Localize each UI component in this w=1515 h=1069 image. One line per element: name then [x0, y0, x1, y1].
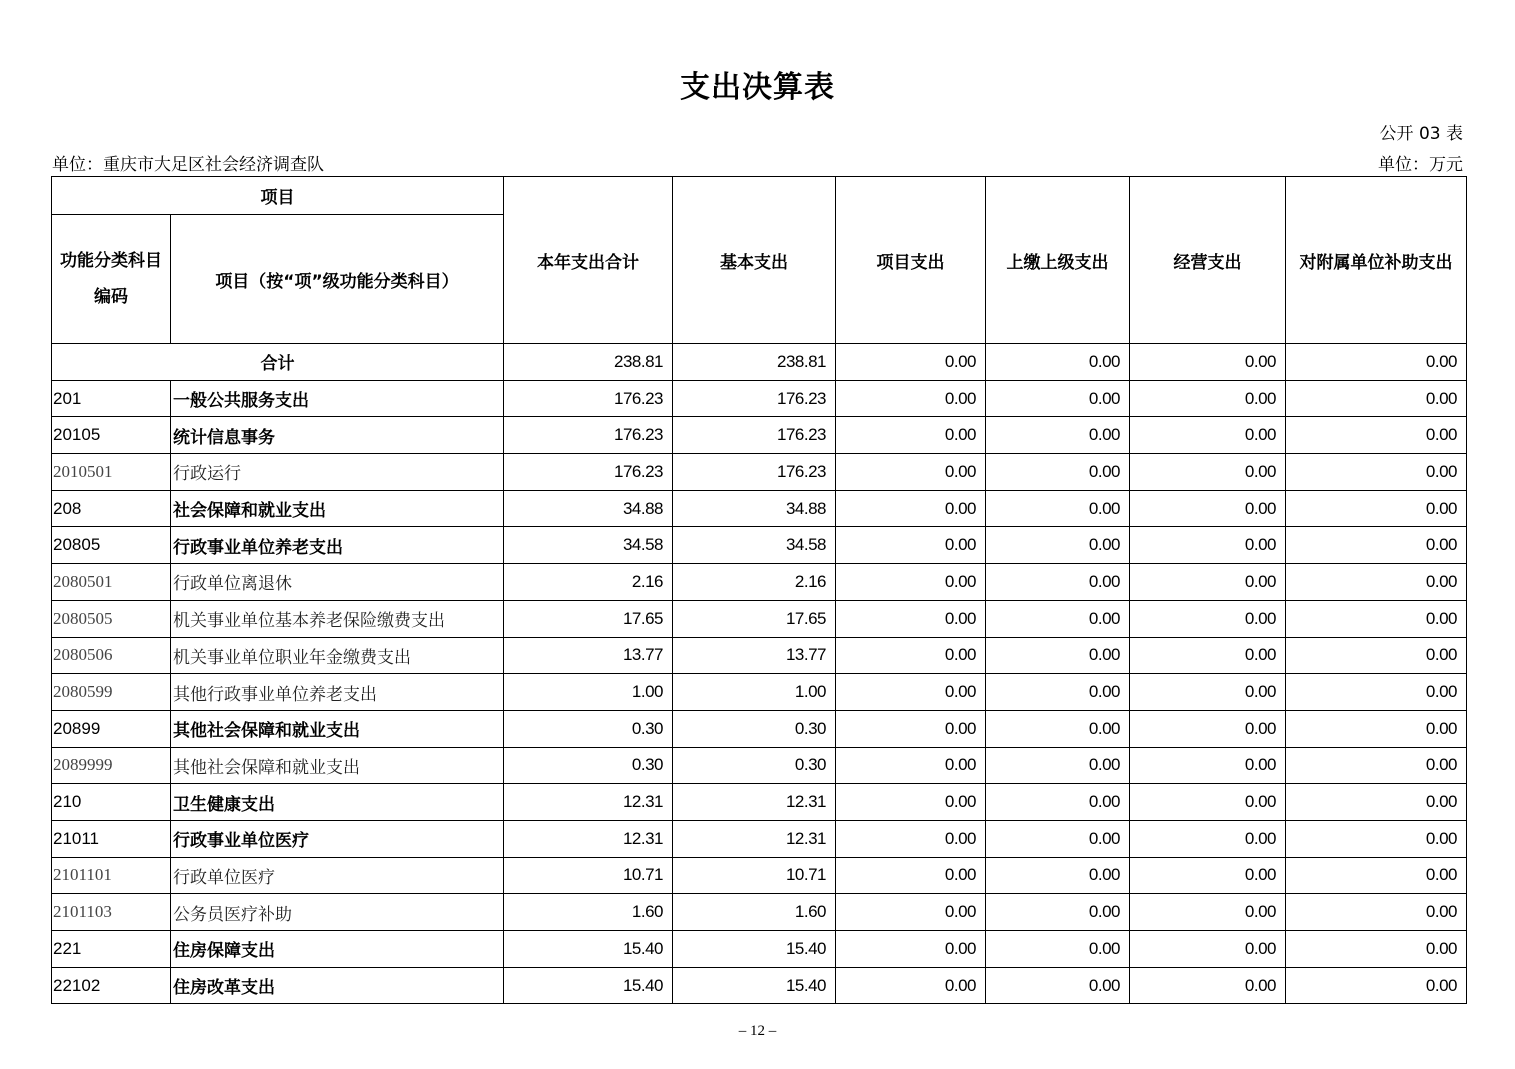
- row-value: 17.65: [673, 600, 836, 637]
- row-value: 2.16: [504, 564, 673, 601]
- row-value: 0.00: [1286, 637, 1467, 674]
- row-value: 1.00: [504, 674, 673, 711]
- row-value: 0.00: [1130, 674, 1286, 711]
- row-code: 20805: [52, 527, 171, 564]
- row-value: 0.00: [986, 417, 1130, 454]
- row-value: 0.00: [1286, 894, 1467, 931]
- total-value: 0.00: [1130, 344, 1286, 381]
- row-value: 0.00: [836, 600, 986, 637]
- form-number: 公开 03 表: [1379, 124, 1463, 144]
- row-value: 0.00: [1286, 417, 1467, 454]
- table-row: [52, 857, 1467, 894]
- row-value: 0.00: [986, 747, 1130, 784]
- currency-unit: 单位：万元: [1378, 155, 1463, 175]
- row-value: 0.00: [1130, 490, 1286, 527]
- row-value: 0.00: [1286, 747, 1467, 784]
- table-row: [52, 380, 1467, 417]
- header-total: 本年支出合计: [504, 177, 673, 344]
- row-code: 2080501: [52, 564, 171, 601]
- row-value: 0.00: [1130, 454, 1286, 491]
- row-value: 0.00: [986, 710, 1130, 747]
- table-row: [52, 600, 1467, 637]
- row-value: 0.00: [1130, 894, 1286, 931]
- row-value: 176.23: [504, 454, 673, 491]
- row-name: 住房保障支出: [171, 931, 504, 968]
- row-value: 0.00: [836, 637, 986, 674]
- row-value: 0.00: [1286, 454, 1467, 491]
- row-value: 0.00: [1130, 857, 1286, 894]
- total-value: 0.00: [1286, 344, 1467, 381]
- row-value: 0.00: [1130, 967, 1286, 1004]
- row-code: 2080505: [52, 600, 171, 637]
- row-value: 12.31: [673, 784, 836, 821]
- table-row: [52, 454, 1467, 491]
- row-value: 0.30: [504, 747, 673, 784]
- reporting-unit: 单位：重庆市大足区社会经济调查队: [52, 155, 324, 175]
- total-value: 0.00: [986, 344, 1130, 381]
- row-value: 0.00: [986, 784, 1130, 821]
- row-value: 0.00: [1286, 674, 1467, 711]
- row-code: 20899: [52, 710, 171, 747]
- row-code: 2101103: [52, 894, 171, 931]
- row-value: 0.00: [986, 857, 1130, 894]
- row-value: 0.00: [1130, 820, 1286, 857]
- row-value: 0.00: [1286, 967, 1467, 1004]
- row-code: 2010501: [52, 454, 171, 491]
- page-title: 支出决算表: [680, 70, 835, 105]
- row-code: 21011: [52, 820, 171, 857]
- row-value: 10.71: [673, 857, 836, 894]
- row-value: 34.58: [673, 527, 836, 564]
- total-value: 238.81: [504, 344, 673, 381]
- row-value: 10.71: [504, 857, 673, 894]
- header-business: 经营支出: [1130, 177, 1286, 344]
- row-name: 行政单位医疗: [171, 857, 504, 894]
- row-value: 0.00: [986, 600, 1130, 637]
- table-row: [52, 417, 1467, 454]
- row-value: 0.00: [1130, 784, 1286, 821]
- table-row: [52, 747, 1467, 784]
- row-code: 221: [52, 931, 171, 968]
- table-row: [52, 564, 1467, 601]
- row-value: 2.16: [673, 564, 836, 601]
- row-value: 0.00: [1286, 857, 1467, 894]
- row-name: 统计信息事务: [171, 417, 504, 454]
- page-number: – 12 –: [738, 1023, 777, 1039]
- row-value: 0.00: [1130, 710, 1286, 747]
- row-value: 0.00: [836, 527, 986, 564]
- table-row: [52, 931, 1467, 968]
- row-value: 13.77: [504, 637, 673, 674]
- row-name: 住房改革支出: [171, 967, 504, 1004]
- row-value: 34.88: [504, 490, 673, 527]
- row-value: 0.00: [836, 784, 986, 821]
- row-value: 15.40: [673, 931, 836, 968]
- row-value: 176.23: [673, 380, 836, 417]
- row-value: 0.00: [1286, 784, 1467, 821]
- row-name: 行政事业单位医疗: [171, 820, 504, 857]
- table-row: [52, 710, 1467, 747]
- row-value: 0.00: [836, 490, 986, 527]
- row-code: 2101101: [52, 857, 171, 894]
- row-value: 0.30: [504, 710, 673, 747]
- row-name: 公务员医疗补助: [171, 894, 504, 931]
- row-name: 机关事业单位职业年金缴费支出: [171, 637, 504, 674]
- row-value: 0.00: [986, 674, 1130, 711]
- row-value: 0.00: [986, 931, 1130, 968]
- row-value: 34.58: [504, 527, 673, 564]
- header-basic: 基本支出: [673, 177, 836, 344]
- row-value: 0.00: [1286, 710, 1467, 747]
- row-value: 0.00: [836, 710, 986, 747]
- row-value: 0.00: [1286, 820, 1467, 857]
- row-name: 一般公共服务支出: [171, 380, 504, 417]
- row-value: 12.31: [673, 820, 836, 857]
- row-value: 15.40: [504, 967, 673, 1004]
- row-value: 0.00: [986, 454, 1130, 491]
- row-value: 34.88: [673, 490, 836, 527]
- row-value: 0.00: [836, 674, 986, 711]
- row-name: 其他社会保障和就业支出: [171, 747, 504, 784]
- row-code: 2080506: [52, 637, 171, 674]
- table-row: [52, 674, 1467, 711]
- row-name: 行政单位离退休: [171, 564, 504, 601]
- row-name: 其他社会保障和就业支出: [171, 710, 504, 747]
- row-value: 0.00: [836, 454, 986, 491]
- row-value: 0.00: [986, 820, 1130, 857]
- row-name: 社会保障和就业支出: [171, 490, 504, 527]
- row-value: 0.00: [836, 820, 986, 857]
- row-value: 0.00: [986, 380, 1130, 417]
- header-subsidy: 对附属单位补助支出: [1286, 177, 1467, 344]
- row-value: 12.31: [504, 784, 673, 821]
- row-value: 0.00: [1130, 931, 1286, 968]
- row-value: 0.00: [836, 380, 986, 417]
- row-code: 20105: [52, 417, 171, 454]
- table-row: [52, 784, 1467, 821]
- row-value: 0.00: [836, 857, 986, 894]
- row-value: 15.40: [673, 967, 836, 1004]
- header-code: 功能分类科目编码: [52, 215, 171, 344]
- row-value: 0.00: [1130, 380, 1286, 417]
- header-project: 项目: [52, 177, 504, 215]
- row-value: 0.00: [986, 490, 1130, 527]
- row-code: 2080599: [52, 674, 171, 711]
- row-code: 208: [52, 490, 171, 527]
- row-value: 15.40: [504, 931, 673, 968]
- row-value: 0.00: [1130, 637, 1286, 674]
- row-value: 176.23: [504, 380, 673, 417]
- table-row: [52, 820, 1467, 857]
- header-upper: 上缴上级支出: [986, 177, 1130, 344]
- row-value: 176.23: [673, 454, 836, 491]
- row-value: 0.00: [1286, 931, 1467, 968]
- row-value: 176.23: [504, 417, 673, 454]
- header-project-expense: 项目支出: [836, 177, 986, 344]
- row-code: 201: [52, 380, 171, 417]
- row-value: 0.00: [1130, 747, 1286, 784]
- table-row: [52, 637, 1467, 674]
- row-value: 0.00: [1286, 380, 1467, 417]
- row-name: 行政运行: [171, 454, 504, 491]
- row-name: 行政事业单位养老支出: [171, 527, 504, 564]
- row-value: 13.77: [673, 637, 836, 674]
- table-row: [52, 967, 1467, 1004]
- header-item: 项目（按“项”级功能分类科目）: [171, 215, 504, 344]
- row-name: 其他行政事业单位养老支出: [171, 674, 504, 711]
- row-value: 0.00: [1286, 564, 1467, 601]
- row-value: 0.00: [986, 527, 1130, 564]
- row-value: 0.00: [986, 894, 1130, 931]
- row-value: 0.30: [673, 747, 836, 784]
- total-value: 0.00: [836, 344, 986, 381]
- row-value: 176.23: [673, 417, 836, 454]
- row-name: 卫生健康支出: [171, 784, 504, 821]
- row-value: 1.60: [504, 894, 673, 931]
- row-code: 2089999: [52, 747, 171, 784]
- row-value: 0.00: [1286, 600, 1467, 637]
- row-value: 0.00: [1286, 490, 1467, 527]
- table-row: [52, 894, 1467, 931]
- row-value: 0.00: [986, 967, 1130, 1004]
- row-value: 0.00: [1130, 417, 1286, 454]
- row-value: 0.00: [836, 564, 986, 601]
- row-value: 0.00: [1130, 527, 1286, 564]
- total-row: [52, 344, 1467, 381]
- row-value: 0.30: [673, 710, 836, 747]
- row-value: 0.00: [1130, 564, 1286, 601]
- total-value: 238.81: [673, 344, 836, 381]
- row-value: 1.60: [673, 894, 836, 931]
- expenditure-table: [51, 176, 1467, 1004]
- total-label: 合计: [52, 344, 504, 381]
- row-value: 0.00: [836, 967, 986, 1004]
- row-name: 机关事业单位基本养老保险缴费支出: [171, 600, 504, 637]
- row-code: 210: [52, 784, 171, 821]
- row-value: 0.00: [1286, 527, 1467, 564]
- row-value: 1.00: [673, 674, 836, 711]
- row-value: 0.00: [986, 637, 1130, 674]
- row-value: 0.00: [836, 894, 986, 931]
- row-value: 0.00: [836, 931, 986, 968]
- row-value: 0.00: [836, 747, 986, 784]
- row-value: 0.00: [836, 417, 986, 454]
- table-row: [52, 527, 1467, 564]
- row-value: 0.00: [1130, 600, 1286, 637]
- row-code: 22102: [52, 967, 171, 1004]
- table-row: [52, 490, 1467, 527]
- row-value: 0.00: [986, 564, 1130, 601]
- row-value: 17.65: [504, 600, 673, 637]
- row-value: 12.31: [504, 820, 673, 857]
